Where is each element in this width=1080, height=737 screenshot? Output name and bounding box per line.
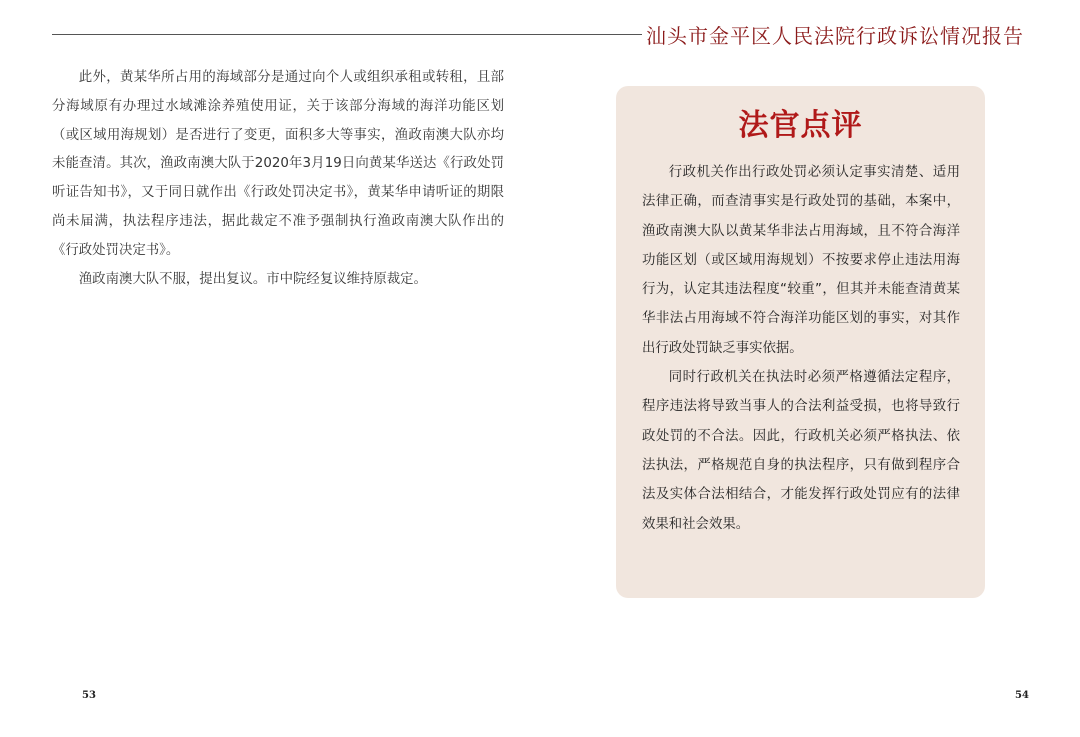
paragraph: 同时行政机关在执法时必须严格遵循法定程序，程序违法将导致当事人的合法利益受损，也将导致行政处罚的不合法。因此，行政机关必须严格执法、依法执法，严格规范自身的执法程序，只有做到程序合法及实体合法相结合，才能发挥行政处罚应有的法律效果和社会效果。 bbox=[642, 370, 960, 532]
page-number-left: 53 bbox=[82, 690, 96, 701]
paragraph: 此外，黄某华所占用的海域部分是通过向个人或组织承租或转租，且部分海域原有办理过水域滩涂养殖使用证，关于该部分海域的海洋功能区划（或区域用海规划）是否进行了变更，面积多大等事实，渔政南澳大队亦均未能查清。其次，渔政南澳大队于2020年3月19日向黄某华送达《行政处罚听证告知书》，又于同日就作出《行政处罚决定书》，黄某华申请听证的期限尚未届满，执法程序违法，据此裁定不准予强制执行渔政南澳大队作出的《行政处罚决定书》。 bbox=[52, 70, 504, 258]
paragraph: 渔政南澳大队不服，提出复议。市中院经复议维持原裁定。 bbox=[78, 271, 427, 287]
report-title: 汕头市金平区人民法院行政诉讼情况报告 bbox=[646, 24, 1024, 48]
page-number-right: 54 bbox=[1015, 690, 1029, 701]
card-title: 法官点评 bbox=[738, 108, 863, 143]
left-column-text bbox=[52, 64, 504, 294]
header-rule bbox=[52, 34, 642, 35]
paragraph: 行政机关作出行政处罚必须认定事实清楚、适用法律正确，而查清事实是行政处罚的基础，本案中，渔政南澳大队以黄某华非法占用海域，且不符合海洋功能区划（或区域用海规划）不按要求停止违法用海行为，认定其违法程度“较重”，但其并未能查清黄某华非法占用海域不符合海洋功能区划的事实，对其作出行政处罚缺乏事实依据。 bbox=[642, 165, 960, 356]
judge-comment-card bbox=[616, 86, 985, 598]
card-body bbox=[642, 158, 960, 539]
